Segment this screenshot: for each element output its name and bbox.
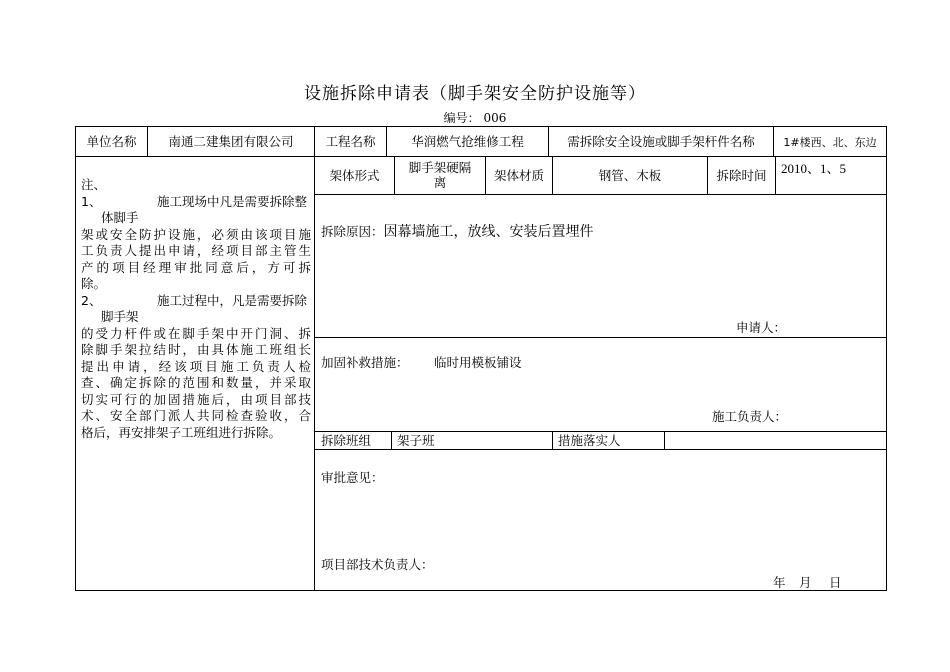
note-2-number: 2、: [81, 292, 102, 308]
note-1-lead: 施工现场中凡是需要拆除整: [157, 193, 308, 209]
note-1-line: 工负责人提出申请，经项目部主管生: [81, 243, 311, 258]
frame-form-label: 架体形式: [329, 168, 380, 183]
note-2-line: 术、安全部门派人共同检查验收，合: [81, 408, 311, 423]
form-title: 设施拆除申请表（脚手架安全防护设施等）: [304, 84, 646, 104]
frame-form-value: [395, 160, 485, 190]
notes-section: [81, 177, 311, 441]
serial-value: 006: [483, 111, 507, 125]
date-year: 年: [773, 575, 786, 590]
frame-form-value-line1: 脚手架硬隔: [408, 160, 472, 175]
frame-material-label: 架体材质: [493, 168, 544, 183]
implementer-label: 措施落实人: [558, 433, 621, 448]
project-name-label: 工程名称: [325, 134, 376, 149]
project-name-value: 华润燃气抢维修工程: [411, 134, 524, 149]
unit-name-value: 南通二建集团有限公司: [168, 134, 294, 149]
date-day: 日: [829, 575, 842, 590]
note-2-line: 的受力杆件或在脚手架中开门洞、拆: [81, 325, 311, 341]
unit-name-label: 单位名称: [86, 134, 137, 149]
note-2-line: 格后，再安排架子工班组进行拆除。: [81, 424, 282, 440]
note-1-line: 产的项目经理审批同意后，方可拆: [81, 259, 311, 275]
serial-number: [0, 109, 950, 126]
frame-material-value: 钢管、木板: [598, 168, 662, 183]
note-1-cont: 体脚手: [101, 210, 139, 225]
removal-time-label: 拆除时间: [716, 168, 767, 183]
team-value: 架子班: [397, 433, 435, 448]
reinforce-value: 临时用模板铺设: [434, 355, 522, 370]
reinforce-label: 加固补救措施：: [321, 355, 409, 370]
note-2-cont: 脚手架: [101, 309, 139, 324]
removal-reason: [321, 223, 594, 241]
team-label: 拆除班组: [321, 433, 372, 448]
note-1-number: 1、: [81, 193, 102, 209]
note-1-line: 除。: [81, 276, 107, 291]
approval-label: 审批意见：: [321, 470, 384, 485]
notes-heading: 注、: [81, 177, 107, 192]
note-2-line: 切实可行的加固措施后，由项目部技: [81, 391, 311, 407]
note-2-line: 查、确定拆除的范围和数量，并采取: [81, 375, 311, 390]
items-label: 需拆除安全设施或脚手架杆件名称: [567, 134, 755, 149]
date-month: 月: [799, 575, 812, 590]
removal-reason-value: 因幕墙施工，放线、安装后置埋件: [383, 224, 594, 240]
construction-leader-label: 施工负责人：: [712, 409, 788, 424]
note-1-line: 架或安全防护设施，必须由该项目施: [81, 226, 311, 242]
applicant-label: 申请人：: [736, 320, 787, 335]
items-value: 1#楼西、北、东边: [783, 136, 877, 149]
note-2-line: 除脚手架拉结时，由具体施工班组长: [81, 342, 311, 357]
frame-form-value-line2: 离: [433, 175, 447, 190]
note-2-line: 提出申请，经该项目施工负责人检: [81, 358, 311, 374]
removal-reason-label: 拆除原因：: [321, 224, 384, 239]
note-2-lead: 施工过程中，凡是需要拆除: [157, 292, 308, 308]
tech-leader-label: 项目部技术负责人：: [321, 557, 434, 572]
serial-label: 编号：: [443, 111, 480, 125]
removal-time-value: 2010、1、5: [781, 161, 847, 176]
